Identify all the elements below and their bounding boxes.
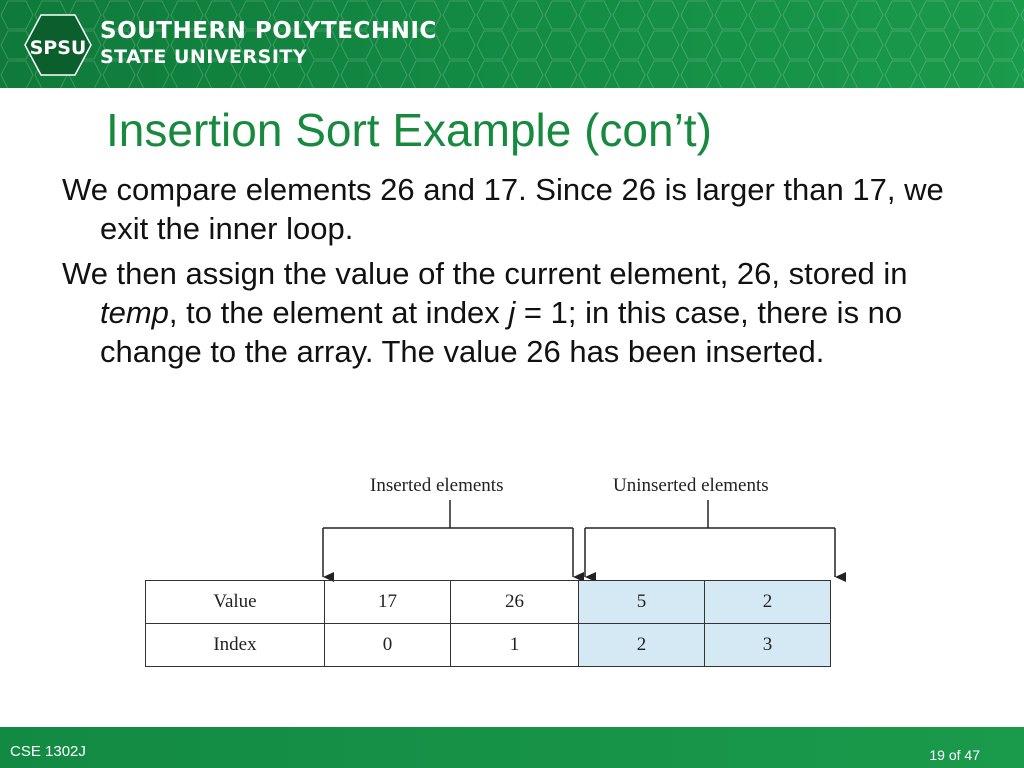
svg-text:SPSU: SPSU [29,37,87,59]
value-cell: 17 [325,581,451,624]
index-cell: 0 [325,624,451,667]
page-number: 19 of 47 [929,747,980,763]
index-cell-uninserted: 3 [705,624,831,667]
row-header-index: Index [146,624,325,667]
value-cell: 26 [451,581,579,624]
j-variable: j [508,295,516,331]
index-cell-uninserted: 2 [579,624,705,667]
value-cell-uninserted: 2 [705,581,831,624]
footer-bar [0,727,1024,768]
value-row [146,581,831,624]
paragraph-2-text-b: , to the element at index [168,295,509,331]
university-name-line1: SOUTHERN POLYTECHNIC [100,18,437,44]
slide-title: Insertion Sort Example (con’t) [106,104,712,156]
row-header-value: Value [146,581,325,624]
hex-texture [0,0,1024,88]
paragraph-2-text-a: We then assign the value of the current element, 26, stored in [62,256,908,292]
temp-variable: temp [100,295,169,331]
spsu-logo [24,14,92,76]
array-table [145,580,831,667]
paragraph-2 [62,254,962,371]
university-name-line2: STATE UNIVERSITY [100,46,308,68]
paragraph-2-text-c: = 1; in this case, there is no change to the array. The value 26 has been inserted. [100,295,903,370]
index-cell: 1 [451,624,579,667]
paragraph-1: We compare elements 26 and 17. Since 26 is larger than 17, we exit the inner loop. [62,172,944,247]
index-row [146,624,831,667]
inserted-elements-label: Inserted elements [370,475,504,496]
header-banner [0,0,1024,88]
array-diagram [140,470,850,685]
uninserted-elements-label: Uninserted elements [613,475,769,496]
course-code: CSE 1302J [10,743,86,760]
value-cell-uninserted: 5 [579,581,705,624]
slide-body [62,170,962,377]
